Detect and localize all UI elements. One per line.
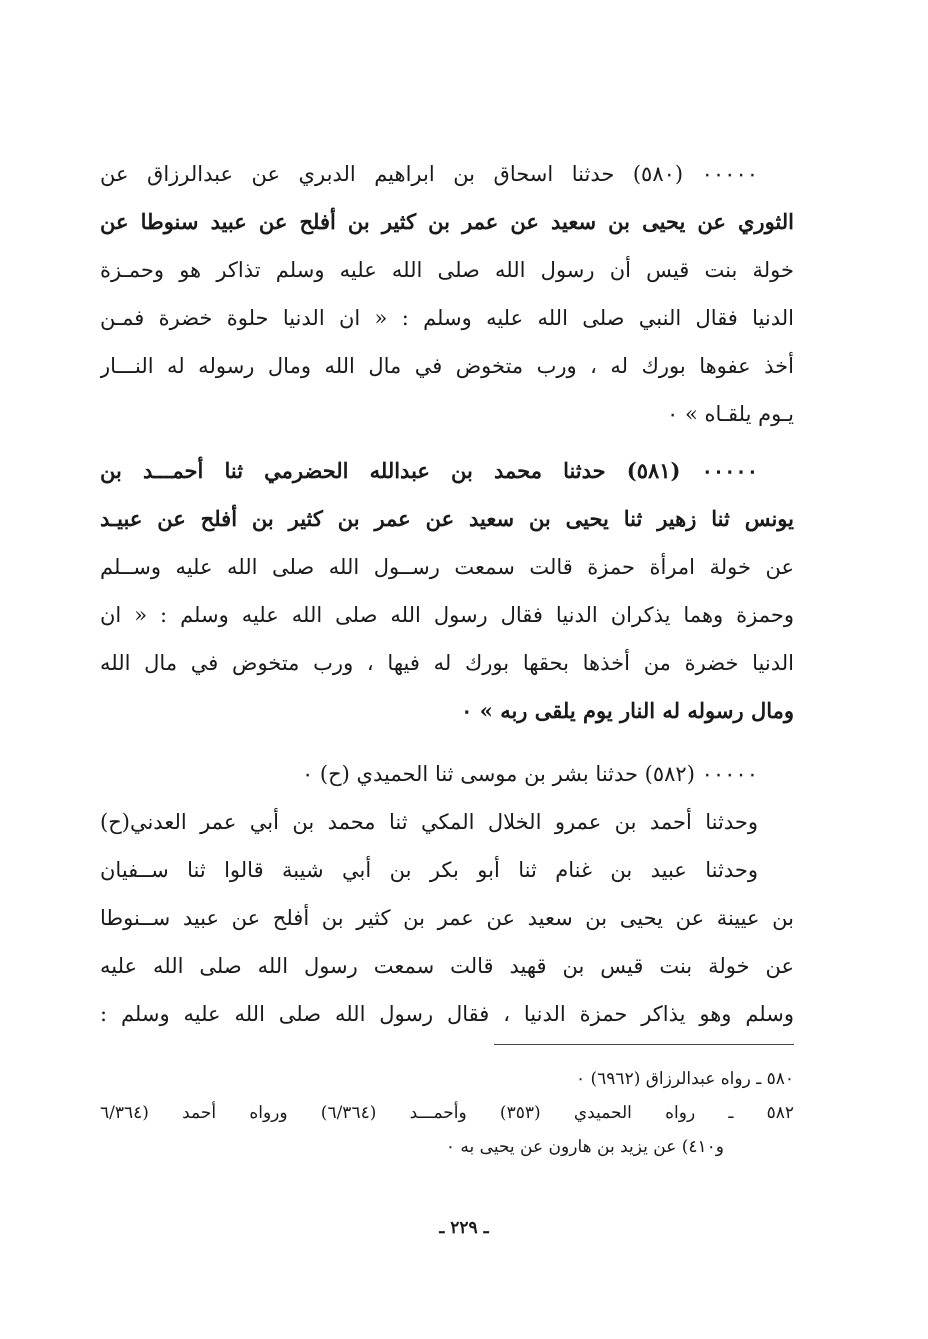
hadith-582-line-1: ٠٠٠٠٠ (٥٨٢) حدثنا بشر بن موسى ثنا الحميدي (ح) ٠ bbox=[301, 762, 758, 786]
page-number: ـ ٢٢٩ ـ bbox=[439, 1218, 489, 1238]
hadith-582-line-5: عن خولة بنت قيس بن قهيد قالت سمعت رسول الله صلى الله عليه bbox=[100, 954, 794, 978]
hadith-582-line-3: وحدثنا عبيد بن غنام ثنا أبو بكر بن أبي شيبة قالوا ثنا ســفيان bbox=[100, 858, 758, 882]
hadith-580-line-5: أخذ عفوها بورك له ، ورب متخوض في مال الله ومال رسوله له النـــار bbox=[100, 354, 794, 378]
footnote-582-continuation: و٤١٠) عن يزيد بن هارون عن يحيى به ٠ bbox=[445, 1137, 724, 1157]
hadith-582-line-4: بن عيينة عن يحيى بن سعيد عن عمر بن كثير بن أفلح عن عبيد ســنوطا bbox=[100, 906, 794, 930]
hadith-581-line-1: ٠٠٠٠٠ (٥٨١) حدثنا محمد بن عبدالله الحضرمي ثنا أحمـــد بن bbox=[100, 458, 758, 483]
hadith-580-line-1: ٠٠٠٠٠ (٥٨٠) حدثنا اسحاق بن ابراهيم الدبري عن عبدالرزاق عن bbox=[100, 162, 759, 186]
hadith-580-line-4: الدنيا فقال النبي صلى الله عليه وسلم : « ان الدنيا حلوة خضرة فمـن bbox=[100, 306, 794, 330]
hadith-581-line-4: وحمزة وهما يذكران الدنيا فقال رسول الله صلى الله عليه وسلم : « ان bbox=[100, 603, 794, 627]
hadith-580-line-6: يـوم يلقـاه » ٠ bbox=[667, 402, 794, 426]
hadith-581-line-2: يونس ثنا زهير ثنا يحيى بن سعيد عن عمر بن كثير بن أفلح عن عبيـد bbox=[100, 506, 794, 531]
footnote-580: ٥٨٠ ـ رواه عبدالرزاق (٦٩٦٢) ٠ bbox=[575, 1069, 794, 1089]
hadith-582-line-2: وحدثنا أحمد بن عمرو الخلال المكي ثنا محمد بن أبي عمر العدني(ح) bbox=[100, 810, 758, 834]
hadith-581-line-3: عن خولة امرأة حمزة قالت سمعت رســول الله صلى الله عليه وســلم bbox=[100, 555, 794, 579]
footnote-divider bbox=[494, 1044, 794, 1045]
footnotes bbox=[100, 1062, 794, 1164]
hadith-581-line-6: ومال رسوله له النار يوم يلقى ربه » ٠ bbox=[461, 698, 794, 723]
hadith-582 bbox=[100, 750, 794, 1038]
hadith-581 bbox=[100, 447, 794, 735]
hadith-580 bbox=[100, 150, 794, 438]
hadith-580-line-3: خولة بنت قيس أن رسول الله صلى الله عليه وسلم تذاكر هو وحمـزة bbox=[100, 258, 794, 282]
hadith-582-line-6: وسلم وهو يذاكر حمزة الدنيا ، فقال رسول الله صلى الله عليه وسلم : bbox=[100, 1002, 794, 1026]
hadith-580-line-2: الثوري عن يحيى بن سعيد عن عمر بن كثير بن أفلح عن عبيد سنوطا عن bbox=[100, 209, 794, 234]
hadith-581-line-5: الدنيا خضرة من أخذها بحقها بورك له فيها ، ورب متخوض في مال الله bbox=[100, 651, 794, 675]
footnote-582: ٥٨٢ ـ رواه الحميدي (٣٥٣) وأحمـــد (٦/٣٦٤) ورواه أحمد (٦/٣٦٤ bbox=[100, 1103, 795, 1123]
